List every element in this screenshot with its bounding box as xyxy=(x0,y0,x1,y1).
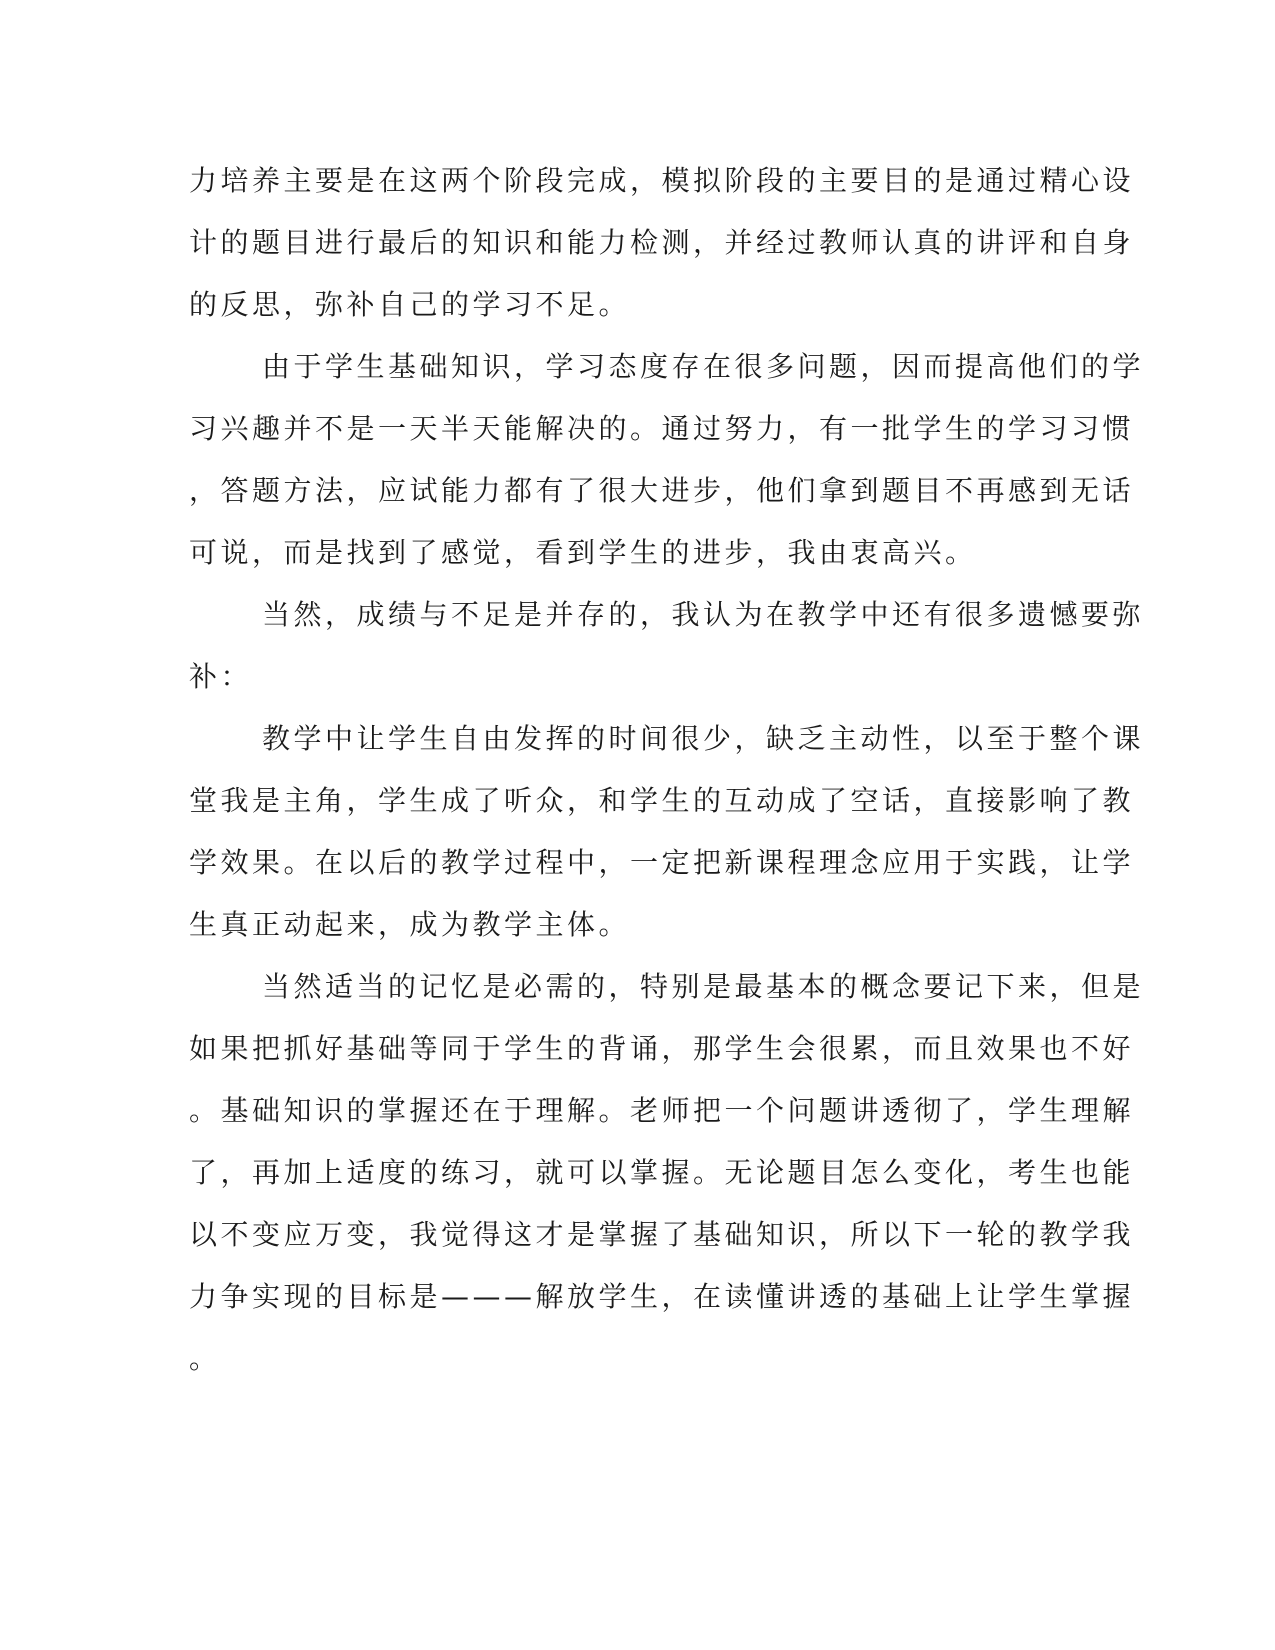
text-line: 生真正动起来，成为教学主体。 xyxy=(189,908,631,941)
text-line: 力培养主要是在这两个阶段完成，模拟阶段的主要目的是通过精心设 xyxy=(189,164,1135,197)
text-line: 力争实现的目标是———解放学生，在读懂讲透的基础上让学生掌握 xyxy=(189,1280,1135,1313)
text-line: 可说，而是找到了感觉，看到学生的进步，我由衷高兴。 xyxy=(189,536,977,569)
text-line: 学效果。在以后的教学过程中，一定把新课程理念应用于实践，让学 xyxy=(189,846,1135,879)
text-line: 以不变应万变，我觉得这才是掌握了基础知识，所以下一轮的教学我 xyxy=(189,1218,1135,1251)
text-line: ，答题方法，应试能力都有了很大进步，他们拿到题目不再感到无话 xyxy=(189,474,1135,507)
text-line: 了，再加上适度的练习，就可以掌握。无论题目怎么变化，考生也能 xyxy=(189,1156,1135,1189)
text-line: 如果把抓好基础等同于学生的背诵，那学生会很累，而且效果也不好 xyxy=(189,1032,1135,1065)
text-line: 堂我是主角，学生成了听众，和学生的互动成了空话，直接影响了教 xyxy=(189,784,1135,817)
text-line: 。 xyxy=(189,1342,221,1375)
text-line: 计的题目进行最后的知识和能力检测，并经过教师认真的讲评和自身 xyxy=(189,226,1135,259)
paragraph-first-line: 当然，成绩与不足是并存的，我认为在教学中还有很多遗憾要弥 xyxy=(262,598,1145,631)
text-line: 的反思，弥补自己的学习不足。 xyxy=(189,288,631,321)
paragraph-first-line: 由于学生基础知识，学习态度存在很多问题，因而提高他们的学 xyxy=(262,350,1145,383)
paragraph-first-line: 教学中让学生自由发挥的时间很少，缺乏主动性，以至于整个课 xyxy=(262,722,1145,755)
text-line: 习兴趣并不是一天半天能解决的。通过努力，有一批学生的学习习惯 xyxy=(189,412,1135,445)
paragraph-first-line: 当然适当的记忆是必需的，特别是最基本的概念要记下来，但是 xyxy=(262,970,1145,1003)
text-line: 。基础知识的掌握还在于理解。老师把一个问题讲透彻了，学生理解 xyxy=(189,1094,1135,1127)
text-line: 补： xyxy=(189,660,253,693)
